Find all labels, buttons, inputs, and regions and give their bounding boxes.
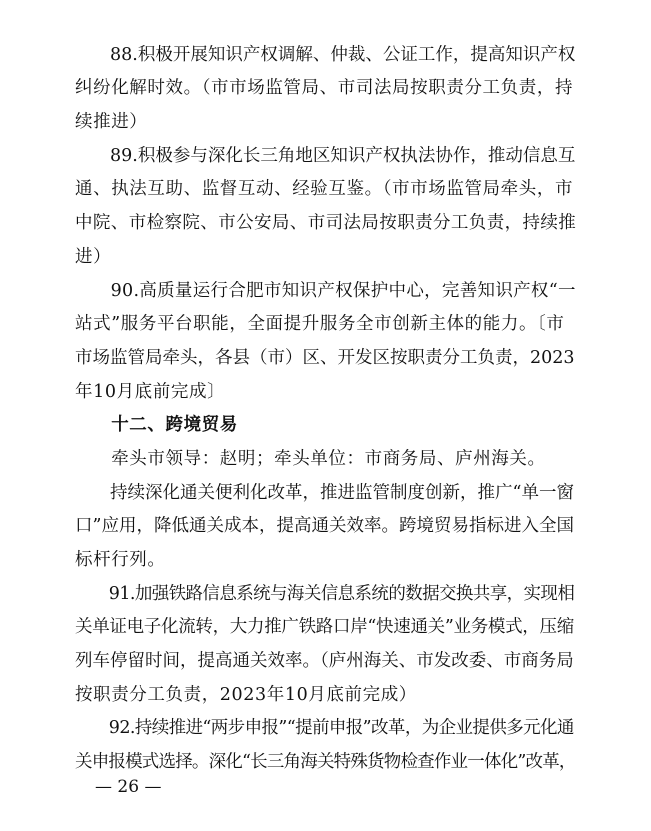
text-line: 口”应用，降低通关成本，提高通关效率。跨境贸易指标进入全国 <box>75 516 574 536</box>
text-line: 持续深化通关便利化改革，推进监管制度创新，推广“单一窗 <box>75 483 574 503</box>
text-line: 进） <box>75 247 112 267</box>
page-number: — 26 — <box>95 777 162 797</box>
text-line: 关申报模式选择。深化“长三角海关特殊货物检查作业一体化”改革， <box>75 752 576 772</box>
text-line: 站式”服务平台职能，全面提升服务全市创新主体的能力。〔市 <box>75 314 565 334</box>
text-line: 中院、市检察院、市公安局、市司法局按职责分工负责，持续推 <box>75 213 577 233</box>
text-line: 纠纷化解时效。（市市场监管局、市司法局按职责分工负责，持 <box>75 78 574 98</box>
text-line: 89.积极参与深化长三角地区知识产权执法协作，推动信息互 <box>75 146 576 166</box>
text-line: 通、执法互助、监督互动、经验互鉴。（市市场监管局牵头，市 <box>75 179 574 199</box>
text-line: 88.积极开展知识产权调解、仲裁、公证工作，提高知识产权 <box>75 45 576 65</box>
text-line: 市场监管局牵头，各县（市）区、开发区按职责分工负责，2023 <box>75 348 575 368</box>
text-line: 按职责分工负责，2023年10月底前完成） <box>75 685 417 705</box>
section-heading: 十二、跨境贸易 <box>75 415 238 435</box>
text-line: 牵头市领导：赵明；牵头单位：市商务局、庐州海关。 <box>75 449 546 469</box>
text-line: 92.持续推进“两步申报”“提前申报”改革，为企业提供多元化通 <box>75 718 574 738</box>
text-line: 关单证电子化流转，大力推广铁路口岸“快速通关”业务模式，压缩 <box>75 617 574 637</box>
text-line: 列车停留时间，提高通关效率。（庐州海关、市发改委、市商务局 <box>75 651 574 671</box>
text-line: 年10月底前完成〕 <box>75 382 226 402</box>
text-line: 91.加强铁路信息系统与海关信息系统的数据交换共享，实现相 <box>75 584 575 604</box>
text-line: 标杆行列。 <box>75 550 166 570</box>
text-line: 90.高质量运行合肥市知识产权保护中心，完善知识产权“一 <box>75 281 576 301</box>
text-line: 续推进） <box>75 112 148 132</box>
